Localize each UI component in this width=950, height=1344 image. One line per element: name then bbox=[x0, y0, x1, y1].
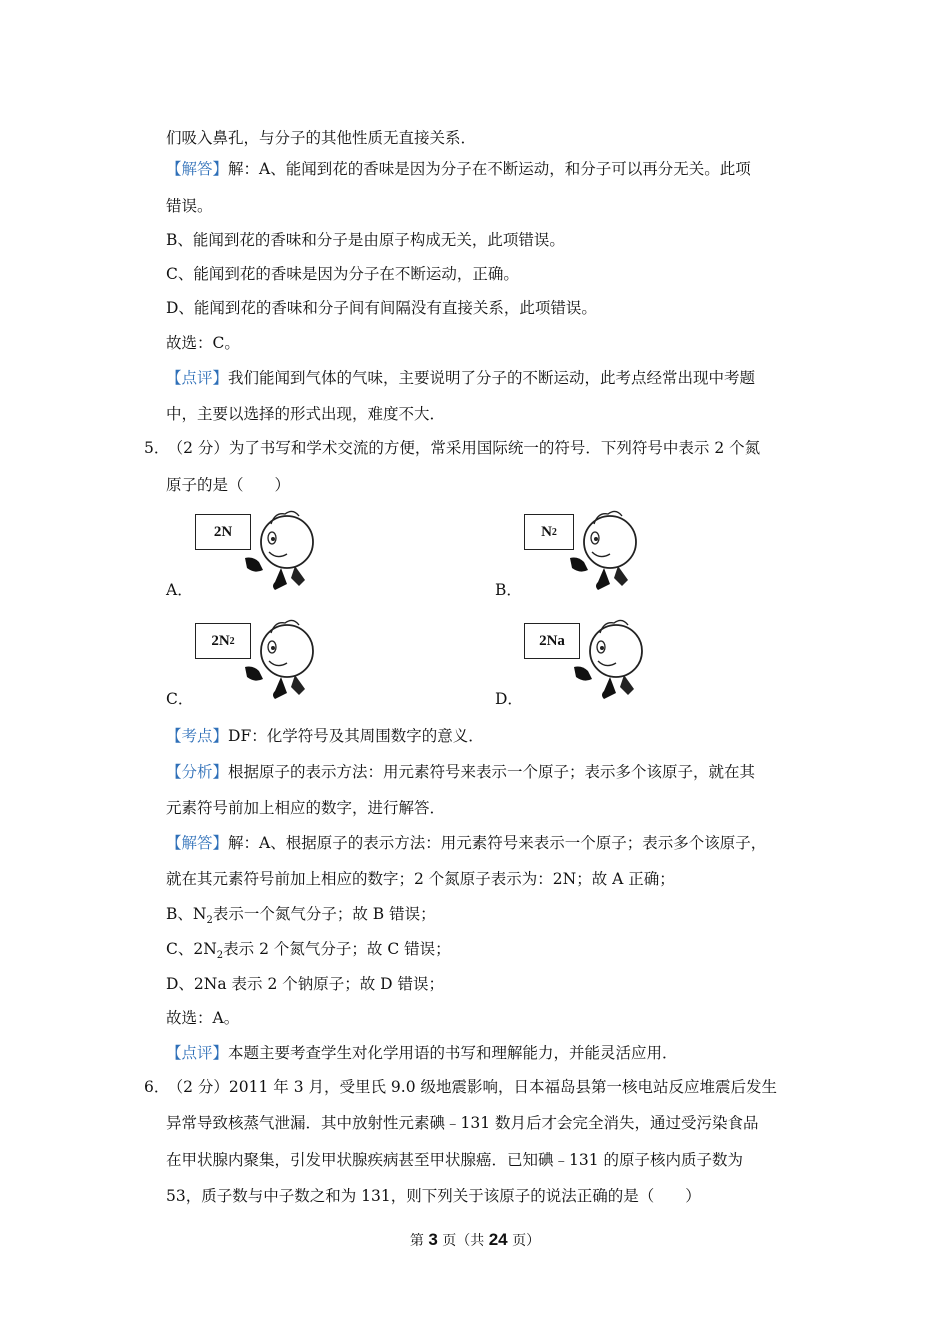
question-6-line bbox=[144, 1077, 777, 1097]
text-line bbox=[166, 726, 484, 746]
text-line: 们吸入鼻孔，与分子的其他性质无直接关系． bbox=[166, 129, 477, 147]
cartoon-character-icon bbox=[524, 508, 654, 593]
cartoon-character-icon bbox=[195, 617, 325, 702]
tag-jieda: 【解答】 bbox=[166, 160, 229, 178]
text-line bbox=[166, 762, 755, 782]
text-line: D、能闻到花的香味和分子间有间隔没有直接关系，此项错误。 bbox=[166, 299, 597, 317]
option-d-label[interactable]: D． bbox=[495, 690, 523, 708]
option-b-figure bbox=[524, 508, 654, 593]
option-a-label[interactable]: A． bbox=[166, 581, 193, 599]
text-line: C、能闻到花的香味是因为分子在不断运动，正确。 bbox=[166, 265, 519, 283]
option-c-figure bbox=[195, 617, 325, 702]
text-line: 在甲状腺内聚集，引发甲状腺疾病甚至甲状腺癌．已知碘﹣131 的原子核内质子数为 bbox=[166, 1151, 744, 1169]
text-line bbox=[166, 159, 751, 179]
option-c-label[interactable]: C． bbox=[166, 690, 194, 708]
symbol-card: 2N bbox=[195, 514, 251, 550]
text-segment: 根据原子的表示方法：用元素符号来表示一个原子；表示多个该原子，就在其 bbox=[228, 763, 756, 781]
text-line: 53，质子数与中子数之和为 131，则下列关于该原子的说法正确的是（ ） bbox=[166, 1187, 701, 1205]
tag-kaodian: 【考点】 bbox=[166, 727, 229, 745]
tag-fenxi: 【分析】 bbox=[166, 763, 229, 781]
option-a-figure bbox=[195, 508, 325, 593]
page-number: 3 bbox=[428, 1230, 438, 1249]
text-line: 错误。 bbox=[166, 197, 213, 215]
text-line bbox=[166, 1043, 678, 1063]
text-line bbox=[166, 368, 755, 388]
text-line: 就在其元素符号前加上相应的数字；2 个氮原子表示为：2N；故 A 正确； bbox=[166, 870, 675, 888]
text-segment: DF：化学符号及其周围数字的意义． bbox=[228, 727, 484, 745]
text-segment: 我们能闻到气体的气味，主要说明了分子的不断运动，此考点经常出现中考题 bbox=[228, 369, 756, 387]
text-line: C、$2N_2$表示 2 个氮气分子；故 C 错误； bbox=[166, 940, 451, 962]
text-segment: 本题主要考查学生对化学用语的书写和理解能力，并能灵活应用． bbox=[228, 1044, 678, 1062]
text-line: D、2Na 表示 2 个钠原子；故 D 错误； bbox=[166, 975, 445, 993]
page-footer: 第 3 页（共 24 页） bbox=[409, 1230, 541, 1249]
page-total: 24 bbox=[488, 1230, 508, 1249]
text-line: B、能闻到花的香味和分子是由原子构成无关，此项错误。 bbox=[166, 231, 565, 249]
symbol-card: 2Na bbox=[524, 623, 580, 659]
cartoon-character-icon bbox=[524, 617, 654, 702]
question-5-line bbox=[144, 438, 760, 458]
text-line: 中，主要以选择的形式出现，难度不大． bbox=[166, 405, 446, 423]
option-b-label[interactable]: B． bbox=[495, 581, 522, 599]
option-d-figure bbox=[524, 617, 654, 702]
symbol-card: N 2 bbox=[524, 514, 574, 550]
text-line: 故选：A。 bbox=[166, 1009, 240, 1027]
question-number: 5． bbox=[144, 439, 170, 457]
tag-dianping: 【点评】 bbox=[166, 1044, 229, 1062]
text-line: 元素符号前加上相应的数字，进行解答． bbox=[166, 799, 446, 817]
symbol-card: 2N 2 bbox=[195, 623, 251, 659]
text-line bbox=[166, 833, 766, 853]
question-stem: （2 分）2011 年 3 月，受里氏 9.0 级地震影响，日本福岛县第一核电站反应堆震后发生 bbox=[175, 1078, 778, 1096]
text-segment: 解：A、能闻到花的香味是因为分子在不断运动，和分子可以再分无关。此项 bbox=[228, 160, 751, 178]
tag-dianping: 【点评】 bbox=[166, 369, 229, 387]
tag-jieda: 【解答】 bbox=[166, 834, 229, 852]
question-stem: （2 分）为了书写和学术交流的方便，常采用国际统一的符号．下列符号中表示 2 个氮 bbox=[175, 439, 761, 457]
question-stem-line: 原子的是（ ） bbox=[166, 476, 291, 494]
text-line: 故选：C。 bbox=[166, 334, 240, 352]
question-number: 6． bbox=[144, 1078, 170, 1096]
text-segment: 解：A、根据原子的表示方法：用元素符号来表示一个原子；表示多个该原子， bbox=[228, 834, 767, 852]
text-line: 异常导致核蒸气泄漏．其中放射性元素碘﹣131 数月后才会完全消失，通过受污染食品 bbox=[166, 1114, 759, 1132]
text-line: B、$N_2$表示一个氮气分子；故 B 错误； bbox=[166, 905, 436, 927]
cartoon-character-icon bbox=[195, 508, 325, 593]
